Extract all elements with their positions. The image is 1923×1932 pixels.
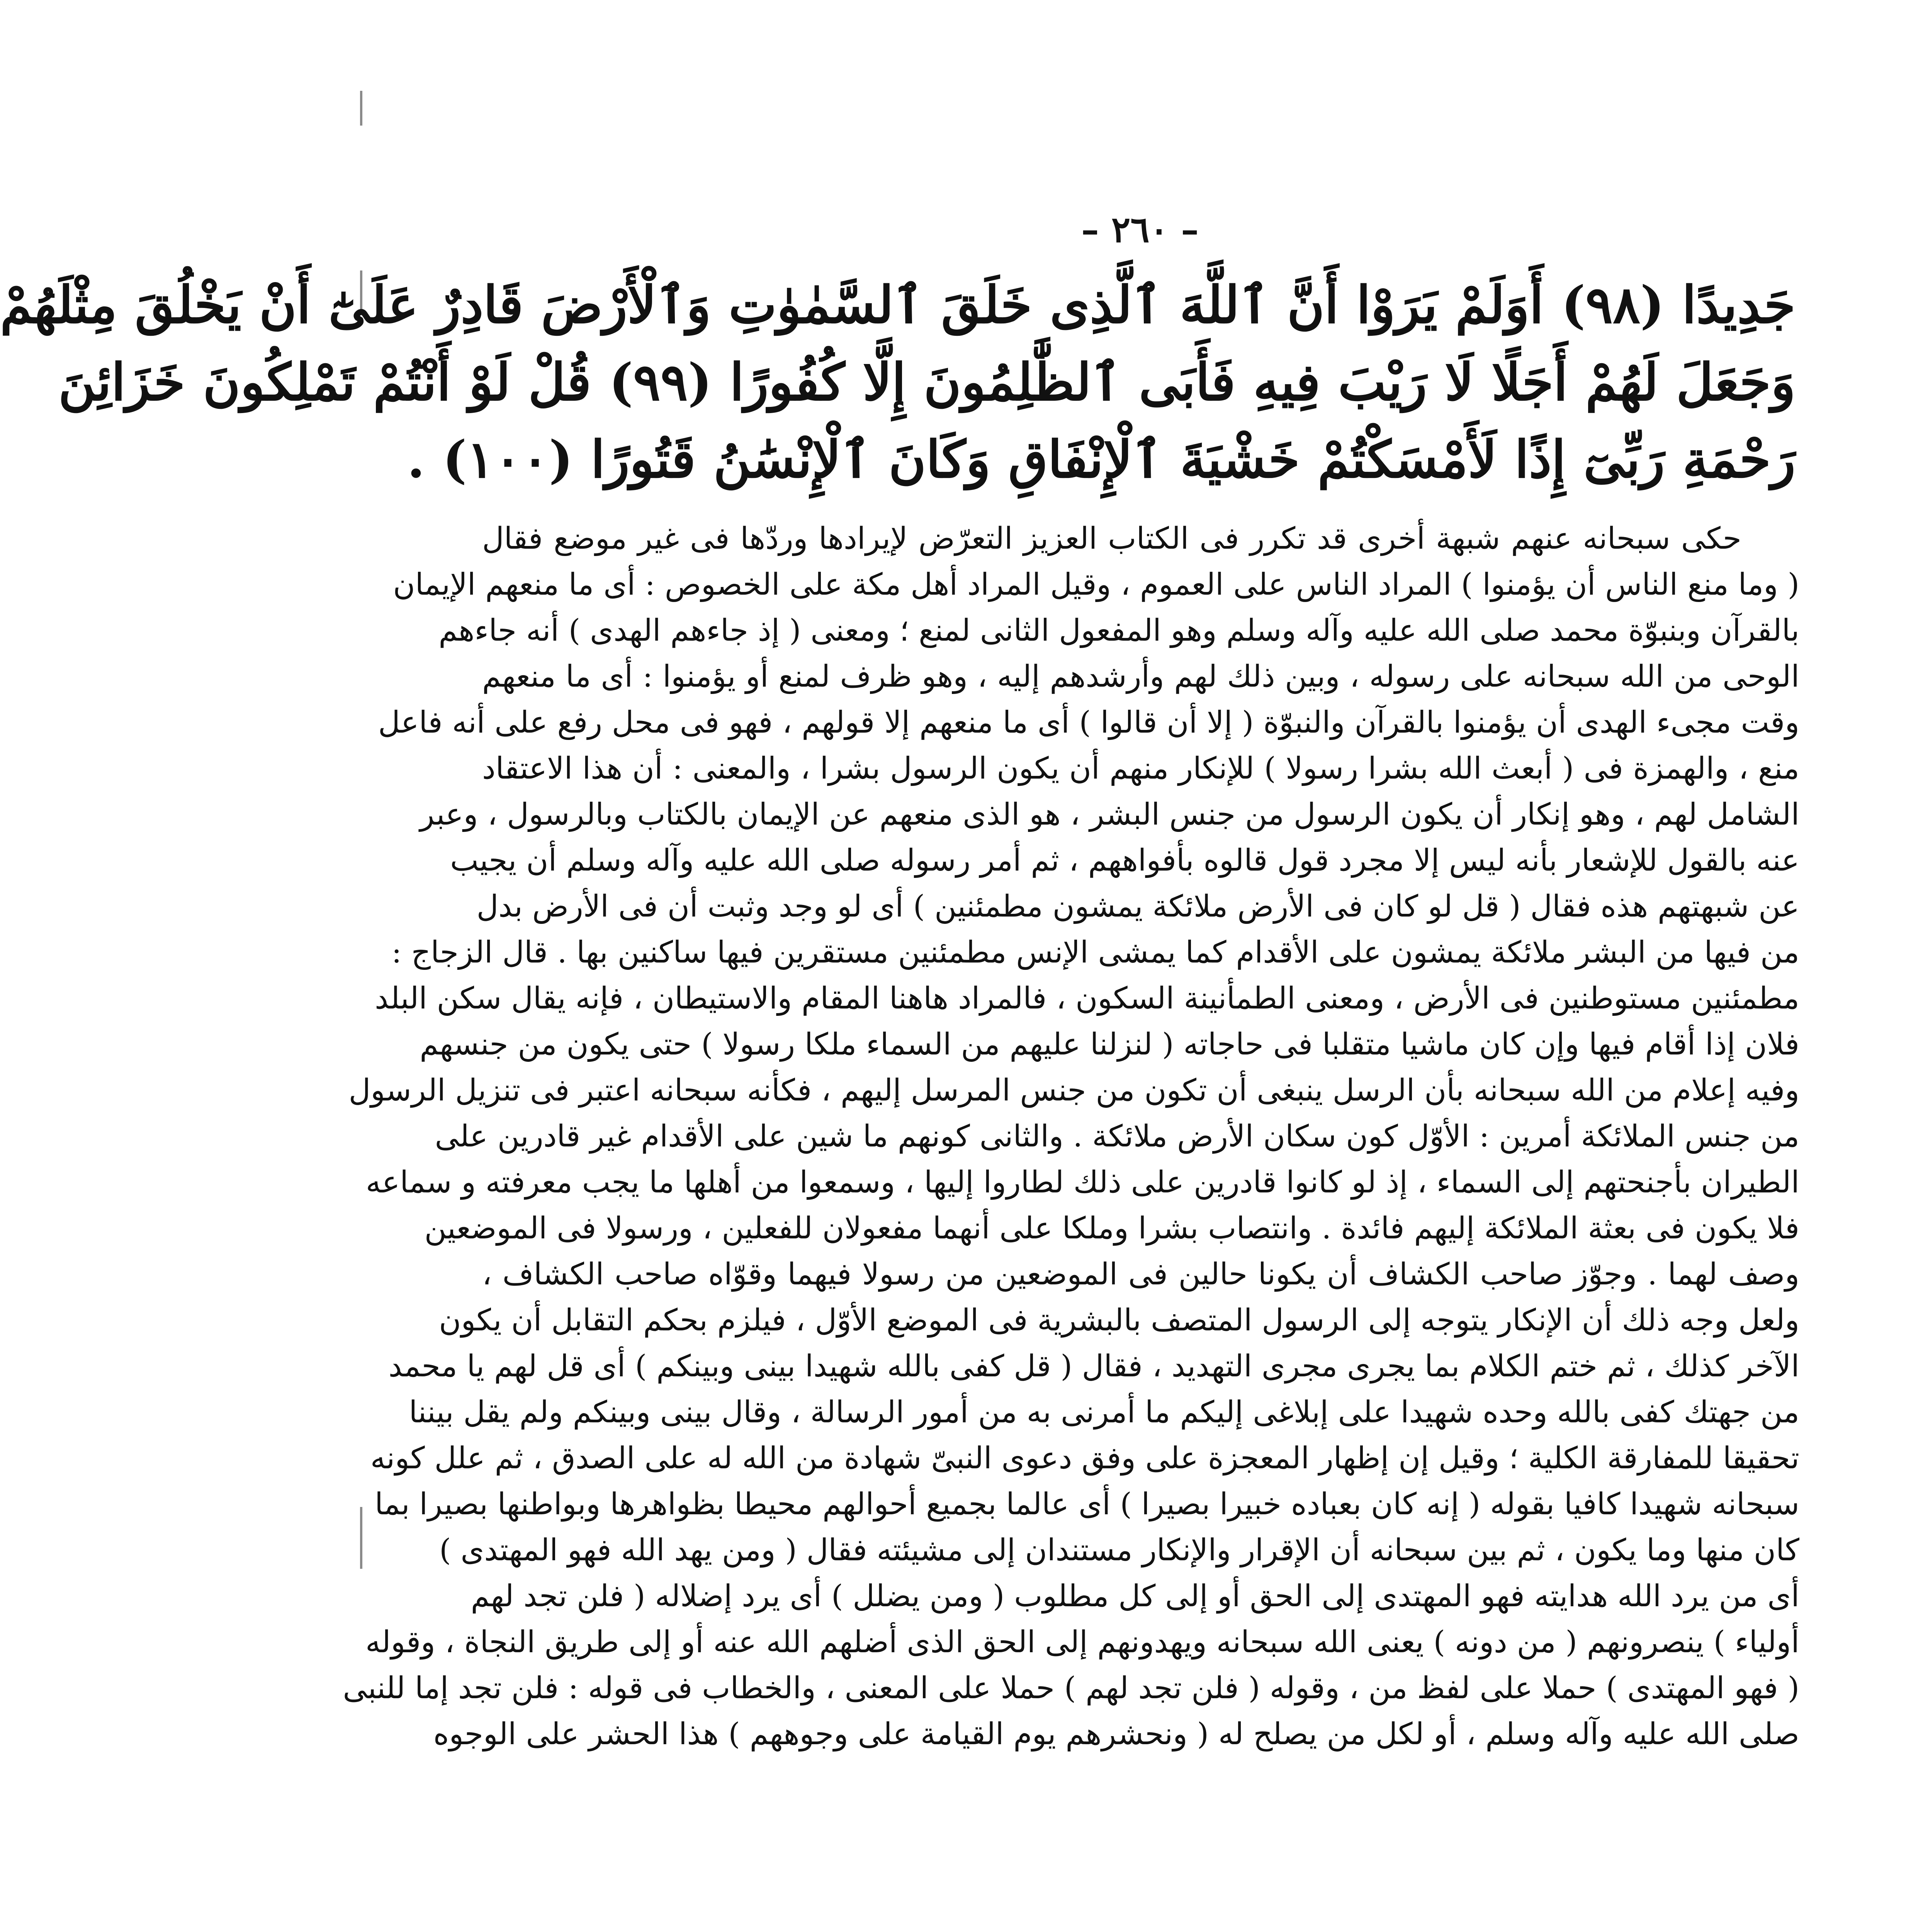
- commentary-line: عنه بالقول للإشعار بأنه ليس إلا مجرد قول قالوه بأفواههم ، ثم أمر رسوله صلى الله عليه وآله وسلم أن يجيب: [450, 843, 1799, 878]
- quran-verses: [0, 267, 1796, 498]
- commentary-line: فلان إذا أقام فيها وإن كان ماشيا متقلبا فى حاجاته ( لنزلنا عليهم من السماء ملكا رسولا ) حتى يكون من جنسهم: [420, 1027, 1799, 1062]
- commentary-text: [343, 516, 1799, 1757]
- commentary-line: تحقيقا للمفارقة الكلية ؛ وقيل إن إظهار المعجزة على وفق دعوى النبىّ شهادة من الله له على الصدق ، ثم علل كونه: [370, 1441, 1799, 1476]
- commentary-line: وصف لهما . وجوّز صاحب الكشاف أن يكونا حالين فى الموضعين من رسولا فيهما وقوّاه صاحب الكشاف ،: [482, 1257, 1799, 1292]
- commentary-line: ( وما منع الناس أن يؤمنوا ) المراد الناس على العموم ، وقيل المراد أهل مكة على الخصوص : أى ما منعهم الإيمان: [393, 567, 1799, 602]
- commentary-line: من جهتك كفى بالله وحده شهيدا على إبلاغى إليكم ما أمرنى به من أمور الرسالة ، وقال بينى وبينكم ولم يقل بيننا: [409, 1395, 1799, 1430]
- commentary-line: فلا يكون فى بعثة الملائكة إليهم فائدة . وانتصاب بشرا وملكا على أنهما مفعولان للفعلين ، ورسولا فى الموضعين: [424, 1211, 1799, 1246]
- commentary-line: سبحانه شهيدا كافيا بقوله ( إنه كان بعباده خبيرا بصيرا ) أى عالما بجميع أحوالهم محيطا بظواهرها وبواطنها بصيرا بما: [374, 1487, 1799, 1522]
- commentary-line: الطيران بأجنحتهم إلى السماء ، إذ لو كانوا قادرين على ذلك لطاروا إليها ، وسمعوا من أهلها ما يجب معرفته و سماعه: [365, 1165, 1799, 1200]
- commentary-line: وقت مجىء الهدى أن يؤمنوا بالقرآن والنبوّة ( إلا أن قالوا ) أى ما منعهم إلا قولهم ، فهو فى محل رفع على أنه فاعل: [378, 705, 1799, 740]
- commentary-line: الشامل لهم ، وهو إنكار أن يكون الرسول من جنس البشر ، هو الذى منعهم عن الإيمان بالكتاب وبالرسول ، وعبر: [420, 797, 1799, 832]
- verse-line: وَجَعَلَ لَهُمْ أَجَلًا لَا رَيْبَ فِيهِ فَأَبَى ٱلظَّٰلِمُونَ إِلَّا كُفُورًا (٩٩) قُلْ لَوْ أَنْتُمْ تَمْلِكُونَ خَزَائِنَ: [58, 352, 1796, 412]
- commentary-line: الوحى من الله سبحانه على رسوله ، وبين ذلك لهم وأرشدهم إليه ، وهو ظرف لمنع أو يؤمنوا : أى ما منعهم: [482, 659, 1799, 694]
- commentary-line: ولعل وجه ذلك أن الإنكار يتوجه إلى الرسول المتصف بالبشرية فى الموضع الأوّل ، فيلزم بحكم التقابل أن يكون: [439, 1303, 1799, 1338]
- commentary-line: أولياء ) ينصرونهم ( من دونه ) يعنى الله سبحانه ويهدونهم إلى الحق الذى أضلهم الله عنه أو إلى طريق النجاة ، وقوله: [365, 1625, 1799, 1660]
- verse-line: جَدِيدًا (٩٨) أَوَلَمْ يَرَوْا أَنَّ ٱللَّهَ ٱلَّذِى خَلَقَ ٱلسَّمٰوٰتِ وَٱلْأَرْضَ قَادِرٌ عَلَىٰٓ أَنْ يَخْلُقَ مِثْلَهُمْ: [0, 275, 1796, 335]
- commentary-line: عن شبهتهم هذه فقال ( قل لو كان فى الأرض ملائكة يمشون مطمئنين ) أى لو وجد وثبت أن فى الأرض بدل: [476, 889, 1799, 924]
- commentary-line: بالقرآن وبنبوّة محمد صلى الله عليه وآله وسلم وهو المفعول الثانى لمنع ؛ ومعنى ( إذ جاءهم الهدى ) أنه جاءهم: [438, 613, 1799, 648]
- commentary-line: الآخر كذلك ، ثم ختم الكلام بما يجرى مجرى التهديد ، فقال ( قل كفى بالله شهيدا بينى وبينكم ) أى قل لهم يا محمد: [388, 1349, 1799, 1384]
- scan-edge-mark: [360, 91, 362, 126]
- commentary-line: ( فهو المهتدى ) حملا على لفظ من ، وقوله ( فلن تجد لهم ) حملا على المعنى ، والخطاب فى قوله : فلن تجد إما للنبى: [343, 1671, 1799, 1706]
- commentary-line: حكى سبحانه عنهم شبهة أخرى قد تكرر فى الكتاب العزيز التعرّض لإيرادها وردّها فى غير موضع فقال: [482, 521, 1741, 556]
- verse-line: رَحْمَةِ رَبِّىٓ إِذًا لَأَمْسَكْتُمْ خَشْيَةَ ٱلْإِنْفَاقِ وَكَانَ ٱلْإِنْسَٰنُ قَتُورًا (١٠٠) .: [407, 430, 1796, 490]
- commentary-line: صلى الله عليه وآله وسلم ، أو لكل من يصلح له ( ونحشرهم يوم القيامة على وجوههم ) هذا الحشر على الوجوه: [433, 1717, 1799, 1752]
- commentary-line: وفيه إعلام من الله سبحانه بأن الرسل ينبغى أن تكون من جنس المرسل إليهم ، فكأنه سبحانه اعتبر فى تنزيل الرسول: [348, 1073, 1799, 1108]
- page-number: – ٢٦٠ –: [1081, 209, 1199, 250]
- commentary-line: مطمئنين مستوطنين فى الأرض ، ومعنى الطمأنينة السكون ، فالمراد هاهنا المقام والاستيطان ، فإنه يقال سكن البلد: [375, 981, 1799, 1016]
- commentary-line: من فيها من البشر ملائكة يمشون على الأقدام كما يمشى الإنس مطمئنين مستقرين فيها ساكنين بها . قال الزجاج :: [391, 935, 1799, 970]
- commentary-line: أى من يرد الله هدايته فهو المهتدى إلى الحق أو إلى كل مطلوب ( ومن يضلل ) أى يرد إضلاله ( فلن تجد لهم: [471, 1579, 1799, 1614]
- commentary-line: من جنس الملائكة أمرين : الأوّل كون سكان الأرض ملائكة . والثانى كونهم ما شين على الأقدام غير قادرين على: [435, 1119, 1799, 1154]
- scan-edge-mark: [360, 1507, 362, 1569]
- commentary-line: منع ، والهمزة فى ( أبعث الله بشرا رسولا ) للإنكار منهم أن يكون الرسول بشرا ، والمعنى : أن هذا الاعتقاد: [482, 751, 1799, 786]
- commentary-line: كان منها وما يكون ، ثم بين سبحانه أن الإقرار والإنكار مستندان إلى مشيئته فقال ( ومن يهد الله فهو المهتدى ): [439, 1533, 1799, 1568]
